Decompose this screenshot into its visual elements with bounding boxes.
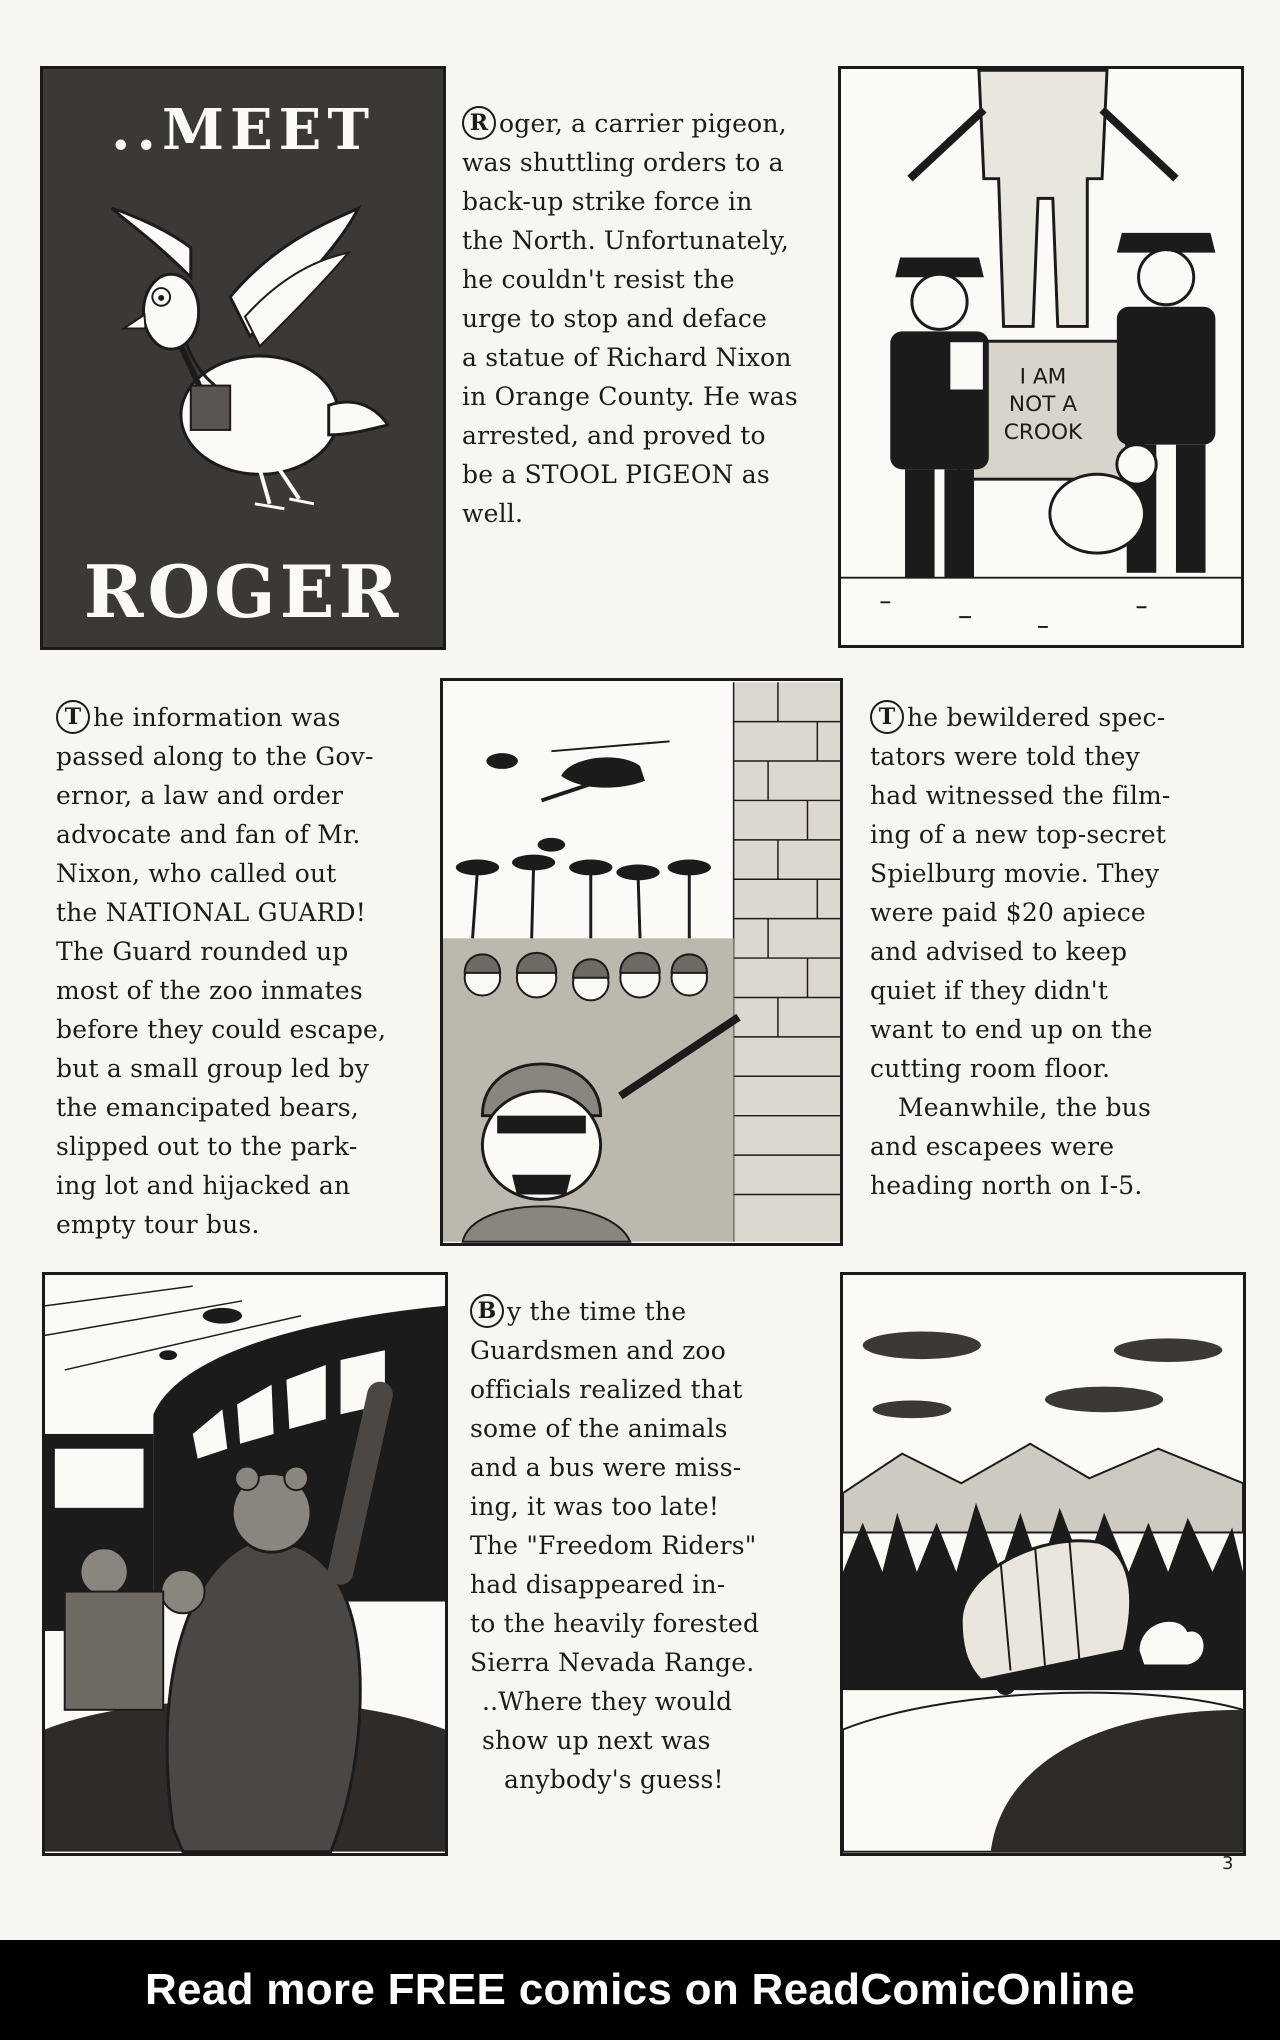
caption-line: before they could escape,: [56, 1015, 387, 1044]
caption-line: Nixon, who called out: [56, 859, 337, 888]
statue-cops-illustration: [841, 69, 1241, 645]
caption-line: a statue of Richard Nixon: [462, 343, 792, 372]
soldiers-panel: [440, 678, 843, 1246]
caption-line: back-up strike force in: [462, 187, 753, 216]
caption-line: anybody's guess!: [504, 1765, 724, 1794]
caption-line: B y the time the: [470, 1292, 830, 1331]
caption-line: ernor, a law and order: [56, 781, 344, 810]
forest-bus-illustration: [843, 1275, 1243, 1853]
sign-line: NOT A: [1008, 392, 1078, 418]
caption-line: Sierra Nevada Range.: [470, 1648, 755, 1677]
caption-line: show up next was: [482, 1726, 711, 1755]
dropcap: B: [470, 1294, 504, 1328]
caption-national-guard: [56, 698, 456, 1244]
caption-line: the emancipated bears,: [56, 1093, 359, 1122]
caption-line: and a bus were miss-: [470, 1453, 742, 1482]
caption-freedom-riders: [470, 1292, 830, 1799]
caption-line: and advised to keep: [870, 937, 1128, 966]
dropcap: R: [462, 106, 496, 140]
caption-line: be a STOOL PIGEON as: [462, 460, 770, 489]
roger-title: ROGER: [83, 549, 403, 634]
caption-line: R oger, a carrier pigeon,: [462, 104, 842, 143]
meet-title: ..MEET: [110, 97, 376, 163]
caption-line: and escapees were: [870, 1132, 1115, 1161]
dropcap: T: [56, 700, 90, 734]
caption-line: want to end up on the: [870, 1015, 1153, 1044]
caption-line: but a small group led by: [56, 1054, 370, 1083]
soldiers-illustration: [443, 681, 840, 1243]
caption-line: had disappeared in-: [470, 1570, 726, 1599]
caption-line: T he information was: [56, 698, 456, 737]
caption-line: he couldn't resist the: [462, 265, 735, 294]
caption-line: slipped out to the park-: [56, 1132, 358, 1161]
caption-line: advocate and fan of Mr.: [56, 820, 361, 849]
caption-line: some of the animals: [470, 1414, 728, 1443]
caption-line: Spielburg movie. They: [870, 859, 1160, 888]
dropcap: T: [870, 700, 904, 734]
caption-line: Guardsmen and zoo: [470, 1336, 726, 1365]
caption-line: ing of a new top-secret: [870, 820, 1166, 849]
caption-line: the North. Unfortunately,: [462, 226, 789, 255]
caption-line: arrested, and proved to: [462, 421, 766, 450]
meet-roger-panel: [40, 66, 446, 650]
caption-line: to the heavily forested: [470, 1609, 760, 1638]
page-number: 3: [1222, 1853, 1234, 1874]
caption-line: The "Freedom Riders": [470, 1531, 757, 1560]
caption-line: passed along to the Gov-: [56, 742, 374, 771]
caption-line: the NATIONAL GUARD!: [56, 898, 367, 927]
caption-line: was shuttling orders to a: [462, 148, 784, 177]
statue-arrest-panel: [838, 66, 1244, 648]
caption-line: well.: [462, 499, 524, 528]
forest-bus-panel: [840, 1272, 1246, 1856]
footer-text[interactable]: Read more FREE comics on ReadComicOnline: [144, 1965, 1135, 2014]
bears-bus-panel: [42, 1272, 448, 1856]
caption-line: urge to stop and deface: [462, 304, 768, 333]
caption-line: T he bewildered spec-: [870, 698, 1250, 737]
caption-line: cutting room floor.: [870, 1054, 1111, 1083]
caption-line: quiet if they didn't: [870, 976, 1109, 1005]
caption-line: ing, it was too late!: [470, 1492, 720, 1521]
caption-line: ing lot and hijacked an: [56, 1171, 351, 1200]
caption-line: ..Where they would: [482, 1687, 733, 1716]
caption-line: heading north on I-5.: [870, 1171, 1143, 1200]
caption-spectators: [870, 698, 1250, 1205]
sign-line: I AM: [1019, 364, 1067, 390]
caption-line: most of the zoo inmates: [56, 976, 363, 1005]
footer-banner[interactable]: [0, 1940, 1280, 2040]
bears-bus-illustration: [45, 1275, 445, 1853]
caption-line: empty tour bus.: [56, 1210, 260, 1239]
caption-line: in Orange County. He was: [462, 382, 798, 411]
caption-line: officials realized that: [470, 1375, 743, 1404]
caption-line: tators were told they: [870, 742, 1140, 771]
caption-line: Meanwhile, the bus: [898, 1093, 1152, 1122]
caption-roger-story: [462, 104, 842, 533]
sign-line: CROOK: [1003, 419, 1083, 445]
caption-line: The Guard rounded up: [56, 937, 349, 966]
caption-line: were paid $20 apiece: [870, 898, 1146, 927]
caption-line: had witnessed the film-: [870, 781, 1171, 810]
